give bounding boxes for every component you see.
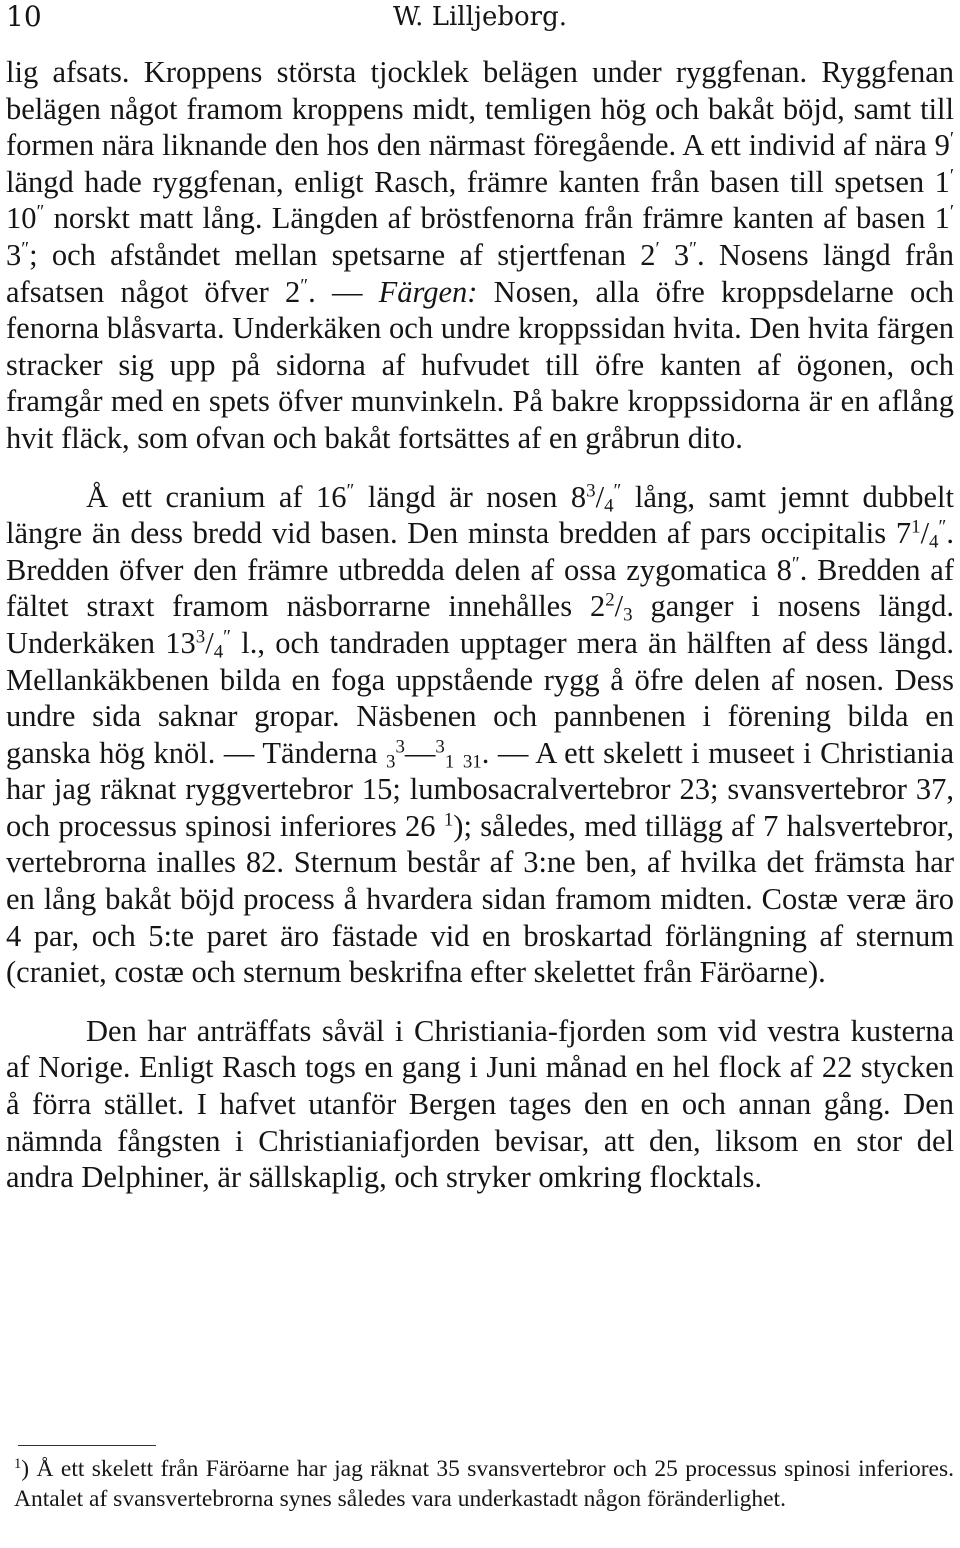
footnotes: [14, 1454, 954, 1514]
text-segment: 4: [604, 495, 614, 517]
paragraph-distribution: [6, 1013, 954, 1196]
text-segment: norskt matt lång. Längden af bröstfenorna från främre kanten af basen 1: [44, 201, 950, 236]
text-segment: ′: [949, 128, 954, 150]
text-segment: 1: [911, 516, 921, 538]
footnote-segment: 1: [14, 1456, 22, 1472]
text-segment: l., och tandraden upptager mera än hälften af dess längd. Mellankäkbenen bilda en foga uppstående rygg å öfre delen af nosen. Dess undre sida saknar gropar. Näsbenen och pannbenen i förening bilda en ganska hög knöl. — Tänderna: [6, 625, 955, 770]
text-segment: 3: [586, 480, 596, 502]
text-segment: ′: [949, 201, 954, 223]
text-segment: 3: [659, 237, 690, 272]
text-segment: . — A ett skelett i museet i Christiania har jag räknat ryggvertebror 15; lumbosacralvertebror 23; svansvertebror 37, och processus spinosi inferiores 26: [6, 735, 954, 843]
text-segment: ″: [346, 480, 355, 502]
text-segment: ′: [949, 165, 954, 187]
text-segment: 4: [213, 641, 224, 663]
footnote-1: [14, 1454, 954, 1514]
text-segment: ″: [300, 275, 309, 297]
text-segment: ″: [223, 626, 232, 648]
page-number: 10: [6, 0, 42, 33]
text-segment: Den har anträffats såväl i Christiania-fjorden som vid vestra kusterna af Norige. Enligt Rasch togs en gang i Juni månad en hel flock af 22 stycken å förra stället. I hafvet utanför Bergen tages den en och annan gång. Den nämnda fångsten i Christianiafjorden bevisar, att den, liksom en stor del andra Delphiner, är sällskaplig, och stryker omkring flocktals.: [6, 1013, 954, 1195]
text-segment: 3: [386, 751, 396, 773]
paragraph-description: [6, 54, 954, 457]
text-segment: längd hade ryggfenan, enligt Rasch, främre kanten från basen till spetsen 1: [6, 164, 950, 199]
text-segment: 3: [395, 736, 405, 758]
text-segment: [454, 736, 463, 770]
text-segment: ″: [21, 238, 30, 260]
text-segment: ″: [36, 201, 45, 223]
text-segment: ″: [938, 516, 947, 538]
text-segment: /: [920, 516, 930, 551]
text-segment: 3: [623, 605, 633, 627]
page-header: [6, 0, 954, 40]
text-segment: 3: [462, 751, 473, 773]
text-segment: 3: [435, 736, 445, 758]
footnote-rule: [18, 1445, 156, 1446]
text-segment: Å ett cranium af 16: [86, 479, 347, 514]
text-segment: /: [205, 625, 214, 660]
body-text: [6, 54, 954, 1196]
text-segment: längd är nosen 8: [354, 479, 587, 514]
text-segment: ); således, med tillägg af 7 halsvertebror, vertebrorna inalles 82. Sternum består af 3:ne ben, af hvilka det främsta har en lång bakåt böjd process å hvardera sidan framom midten. Costæ veræ äro 4 par, och 5:te paret äro fästade vid en broskartad förlängning af sternum (craniet, costæ och sternum beskrifna efter skelettet från Färöarne).: [6, 808, 954, 990]
text-segment: . Nosens längd från afsatsen något öfver 2: [6, 237, 954, 309]
text-segment: lig afsats. Kroppens största tjocklek belägen under ryggfenan. Ryggfenan belägen något framom kroppens midt, temligen hög och bakåt böjd, samt till formen nära liknande den hos den närmast föregående. A ett individ af nära 9: [6, 55, 954, 163]
footnote-segment: ) Å ett skelett från Färöarne har jag räknat 35 svansvertebror och 25 processus spinosi inferiores. Antalet af svansvertebrorna synes således vara underkastadt någon föränderlighet.: [14, 1456, 954, 1512]
text-segment: . Bredden öfver den främre utbredda delen af ossa zygomatica 8: [6, 516, 954, 587]
text-segment: 3: [6, 237, 22, 272]
text-segment: Färgen:: [378, 274, 478, 309]
text-segment: lång, samt jemnt dubbelt längre än dess bredd vid basen. Den minsta bredden af pars occipitalis 7: [6, 479, 954, 551]
text-segment: . —: [308, 274, 379, 309]
text-segment: 10: [6, 201, 37, 236]
text-segment: 3: [195, 626, 206, 648]
text-segment: 1: [472, 751, 482, 773]
text-segment: —: [404, 735, 436, 770]
text-segment: 1: [443, 809, 454, 831]
running-head: W. Lilljeborg.: [392, 2, 567, 32]
paragraph-cranium: [6, 479, 954, 991]
text-segment: /: [595, 479, 605, 514]
text-segment: 4: [929, 531, 939, 553]
text-segment: . Bredden af fältet straxt framom näsborrarne innehålles 2: [6, 552, 954, 624]
text-segment: 1: [444, 751, 455, 773]
text-segment: ″: [689, 238, 697, 260]
text-segment: ′: [655, 238, 660, 260]
text-segment: /: [614, 589, 624, 624]
text-segment: ; och afståndet mellan spetsarne af stjertfenan 2: [29, 237, 656, 272]
text-segment: 2: [605, 589, 615, 611]
text-segment: ″: [613, 480, 622, 502]
text-segment: ganger i nosens längd. Underkäken 13: [6, 589, 954, 660]
text-segment: Nosen, alla öfre kroppsdelarne och fenorna blåsvarta. Underkäken och undre kroppssidan hvita. Den hvita färgen stracker sig upp på sidorna af hufvudet till öfre kanten af ögonen, och framgår med en spets öfver munvinkeln. På bakre kroppssidorna är en aflång hvit fläck, som ofvan och bakåt fortsättes af en gråbrun dito.: [6, 274, 955, 455]
text-segment: ″: [791, 553, 800, 575]
